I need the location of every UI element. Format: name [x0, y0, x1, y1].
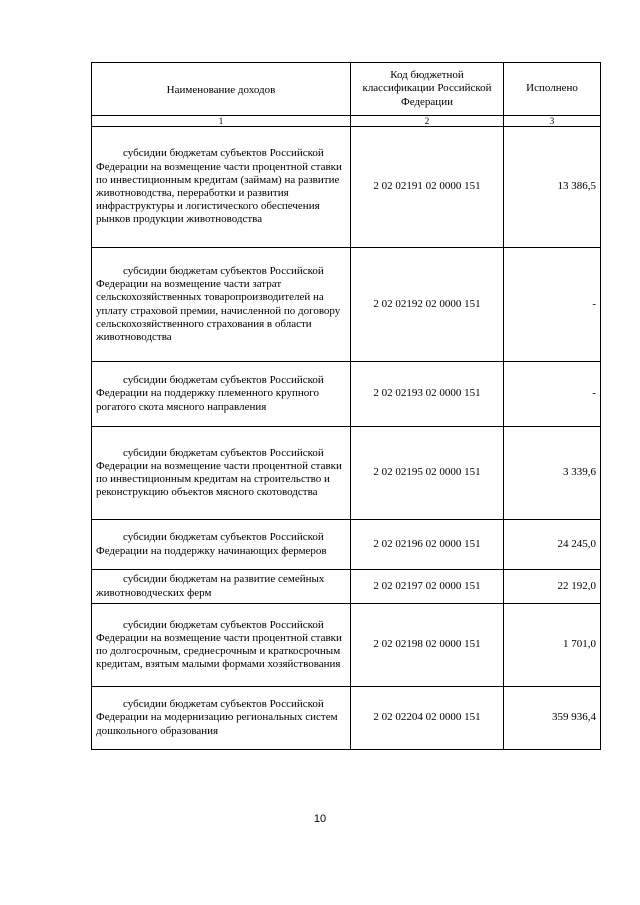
- header-row: [92, 63, 601, 116]
- executed-value: 3 339,6: [504, 427, 601, 520]
- executed-value: 22 192,0: [504, 570, 601, 604]
- income-name: субсидии бюджетам субъектов Российской Федерации на возмещение части затрат сельскохозяйственных товаропроизводителей на уплату страховой премии, начисленной по договору сельскохозяйственного страхования в области животноводства: [96, 264, 341, 343]
- income-name-cell: [92, 427, 351, 520]
- executed-value: 13 386,5: [504, 127, 601, 248]
- income-name: субсидии бюджетам субъектов Российской Федерации на возмещение части процентной ставки по инвестиционным кредитам (займам) на развитие животноводства, переработки и развития инфраструктуры и логистического обеспечения рынков продукции животноводства: [96, 147, 342, 226]
- executed-value: 359 936,4: [504, 687, 601, 750]
- income-name-cell: [92, 687, 351, 750]
- budget-code: 2 02 02193 02 0000 151: [351, 362, 504, 427]
- table-row: [92, 520, 601, 570]
- column-number: 3: [504, 116, 601, 127]
- column-number: 2: [351, 116, 504, 127]
- budget-code: 2 02 02198 02 0000 151: [351, 604, 504, 687]
- budget-code: 2 02 02197 02 0000 151: [351, 570, 504, 604]
- header-budget-code: Код бюджетной классификации Российской Федерации: [351, 63, 504, 116]
- budget-code: 2 02 02195 02 0000 151: [351, 427, 504, 520]
- income-name: субсидии бюджетам субъектов Российской Федерации на поддержку племенного крупного рогатого скота мясного направления: [96, 374, 324, 413]
- table-row: [92, 427, 601, 520]
- table-row: [92, 604, 601, 687]
- header-executed: Исполнено: [504, 63, 601, 116]
- executed-value: -: [504, 248, 601, 362]
- table-row: [92, 570, 601, 604]
- income-name-cell: [92, 604, 351, 687]
- executed-value: 24 245,0: [504, 520, 601, 570]
- table-row: [92, 687, 601, 750]
- income-name: субсидии бюджетам на развитие семейных животноводческих ферм: [96, 573, 325, 599]
- budget-code: 2 02 02192 02 0000 151: [351, 248, 504, 362]
- header-income-name: Наименование доходов: [92, 63, 351, 116]
- table-row: [92, 127, 601, 248]
- budget-code: 2 02 02196 02 0000 151: [351, 520, 504, 570]
- income-name-cell: [92, 520, 351, 570]
- budget-code: 2 02 02204 02 0000 151: [351, 687, 504, 750]
- income-name: субсидии бюджетам субъектов Российской Федерации на поддержку начинающих фермеров: [96, 531, 327, 557]
- income-name-cell: [92, 362, 351, 427]
- income-name: субсидии бюджетам субъектов Российской Федерации на возмещение части процентной ставки по инвестиционным кредитам на строительство и реконструкцию объектов мясного скотоводства: [96, 446, 342, 499]
- income-name: субсидии бюджетам субъектов Российской Федерации на модернизацию региональных систем дошкольного образования: [96, 698, 338, 737]
- page-number: 10: [313, 813, 327, 825]
- income-name-cell: [92, 248, 351, 362]
- table-row: [92, 248, 601, 362]
- budget-income-table: [91, 62, 601, 750]
- income-name: субсидии бюджетам субъектов Российской Федерации на возмещение части процентной ставки по долгосрочным, среднесрочным и краткосрочным кредитам, взятым малыми формами хозяйствования: [96, 618, 342, 671]
- column-number-row: [92, 116, 601, 127]
- budget-code: 2 02 02191 02 0000 151: [351, 127, 504, 248]
- income-name-cell: [92, 570, 351, 604]
- table-row: [92, 362, 601, 427]
- executed-value: 1 701,0: [504, 604, 601, 687]
- income-name-cell: [92, 127, 351, 248]
- column-number: 1: [92, 116, 351, 127]
- executed-value: -: [504, 362, 601, 427]
- table-body: [92, 127, 601, 750]
